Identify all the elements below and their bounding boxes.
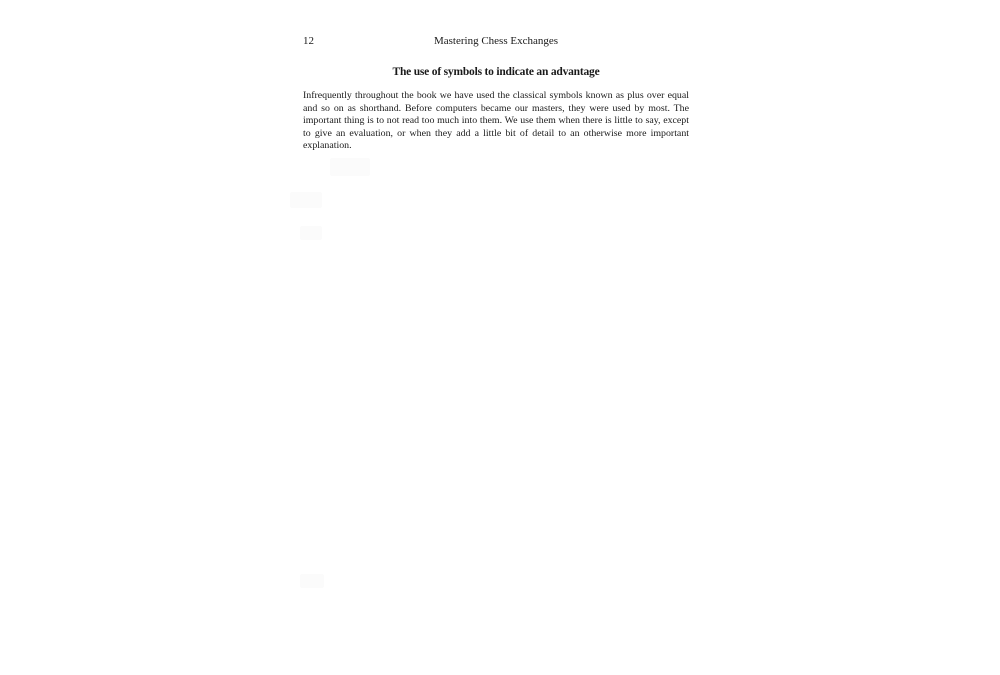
bleed-through-mark: [330, 158, 370, 176]
section-heading: The use of symbols to indicate an advantage: [392, 66, 600, 78]
bleed-through-mark: [290, 192, 322, 208]
bleed-through-mark: [300, 574, 324, 588]
bleed-through-mark: [300, 226, 322, 240]
running-head: [303, 33, 689, 49]
page-number: 12: [303, 35, 314, 47]
body-paragraph: Infrequently throughout the book we have used the classical symbols known as plus over equal and so on as shorthand. Before computers became our masters, they were used by most. The important thing is to not read too much into them. We use them when there is little to say, except to give an evaluation, or when they add a little bit of detail to an otherwise more important explanation.: [303, 90, 689, 152]
book-title: Mastering Chess Exchanges: [433, 35, 559, 47]
